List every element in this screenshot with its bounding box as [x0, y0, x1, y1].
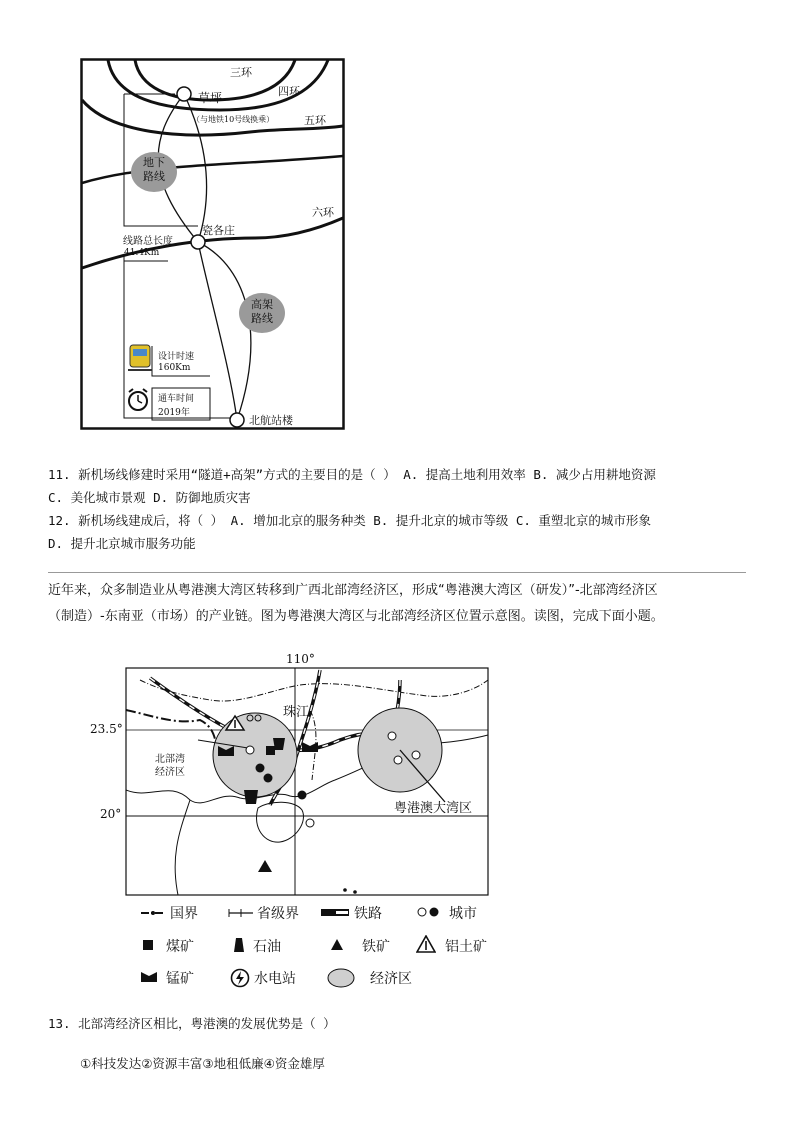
station-north-terminal — [230, 413, 244, 427]
opening-time-label: 通车时间 — [158, 394, 195, 404]
oil-icon — [232, 937, 246, 953]
legend-label-economic-zone: 经济区 — [370, 971, 412, 987]
beibu-gulf-zone-label: 北部湾 经济区 — [155, 754, 185, 778]
coal-mine-marker — [266, 746, 275, 755]
city-marker — [306, 819, 314, 827]
line-length-label: 线路总长度 — [123, 236, 173, 247]
map-legend — [140, 903, 520, 998]
latitude-label-north: 23.5° — [90, 722, 123, 736]
railway-icon — [320, 908, 350, 917]
ring-label-6: 六环 — [312, 206, 334, 219]
elevated-route-label: 高架 路线 — [251, 298, 273, 325]
question-13-options: ①科技发达②资源丰富③地租低廉④资金雄厚 — [80, 1056, 325, 1071]
legend-label-railway: 铁路 — [354, 906, 382, 922]
city-marker — [388, 732, 396, 740]
station-label-north: 草坪 — [198, 91, 223, 105]
ring-label-3: 三环 — [230, 66, 252, 79]
city-marker — [298, 791, 307, 800]
ring-label-4: 四环 — [278, 85, 300, 98]
ring-label-5: 五环 — [304, 114, 326, 127]
coal-mine-icon — [142, 939, 154, 951]
underground-route-label: 地下 路线 — [143, 156, 165, 183]
oil-marker — [273, 738, 285, 750]
economic-zone-icon — [326, 968, 356, 988]
line-length-value: 41.4Km — [124, 248, 160, 258]
longitude-label: 110° — [286, 652, 315, 666]
iron-mine-icon — [330, 938, 344, 951]
legend-label-oil: 石油 — [253, 939, 281, 955]
provincial-border-icon — [228, 909, 254, 917]
station-caoping — [177, 87, 191, 101]
station-label-south: 北航站楼 — [249, 414, 293, 427]
legend-label-provincial-border: 省级界 — [257, 906, 299, 922]
design-speed-value: 160Km — [158, 363, 191, 373]
question-12: 12. 新机场线建成后，将（ ） A. 增加北京的服务种类 B. 提升北京的城市等级 C. 重塑北京的城市形象 D. 提升北京城市服务功能 — [48, 513, 651, 551]
city-marker — [264, 774, 273, 783]
city-marker — [394, 756, 402, 764]
national-border-icon — [140, 909, 166, 917]
legend-label-national-border: 国界 — [170, 906, 198, 922]
pearl-river-label: 珠江 — [283, 705, 310, 720]
intro-paragraph: 近年来，众多制造业从粤港澳大湾区转移到广西北部湾经济区，形成“粤港澳大湾区（研发）”-北部湾经济区 （制造）-东南亚（市场）的产业链。图为粤港澳大湾区与北部湾经济区位置示意图。读图，完成下面小题。 — [48, 583, 664, 624]
section-divider — [48, 572, 746, 573]
oil-marker — [244, 790, 258, 804]
legend-label-bauxite: 铝土矿 — [445, 939, 487, 955]
latitude-label-south: 20° — [100, 807, 122, 821]
legend-label-city: 城市 — [449, 906, 477, 922]
train-icon — [128, 345, 152, 370]
question-11: 11. 新机场线修建时采用“隧道+高架”方式的主要目的是（ ） A. 提高土地利用效率 B. 减少占用耕地资源 C. 美化城市景观 D. 防御地质灾害 — [48, 467, 656, 505]
legend-label-manganese: 锰矿 — [166, 971, 194, 987]
region-map — [80, 650, 500, 900]
city-marker — [246, 746, 254, 754]
legend-label-hydropower: 水电站 — [254, 971, 296, 987]
opening-time-value: 2019年 — [158, 408, 190, 418]
gba-zone-label: 粤港澳大湾区 — [394, 801, 473, 816]
city-marker — [256, 764, 265, 773]
legend-label-iron: 铁矿 — [362, 939, 390, 955]
design-speed-label: 设计时速 — [158, 352, 195, 362]
station-note-north: （与地铁10号线换乘） — [192, 115, 275, 124]
hydropower-icon — [230, 968, 250, 988]
city-marker — [412, 751, 420, 759]
station-label-mid: 瓷各庄 — [202, 224, 235, 237]
manganese-mine-icon — [140, 971, 158, 983]
city-icon — [416, 906, 442, 918]
question-13-stem: 13. 北部湾经济区相比，粤港澳的发展优势是（ ） — [48, 1016, 336, 1031]
legend-label-coal: 煤矿 — [166, 939, 194, 955]
bauxite-mine-icon — [416, 935, 436, 953]
